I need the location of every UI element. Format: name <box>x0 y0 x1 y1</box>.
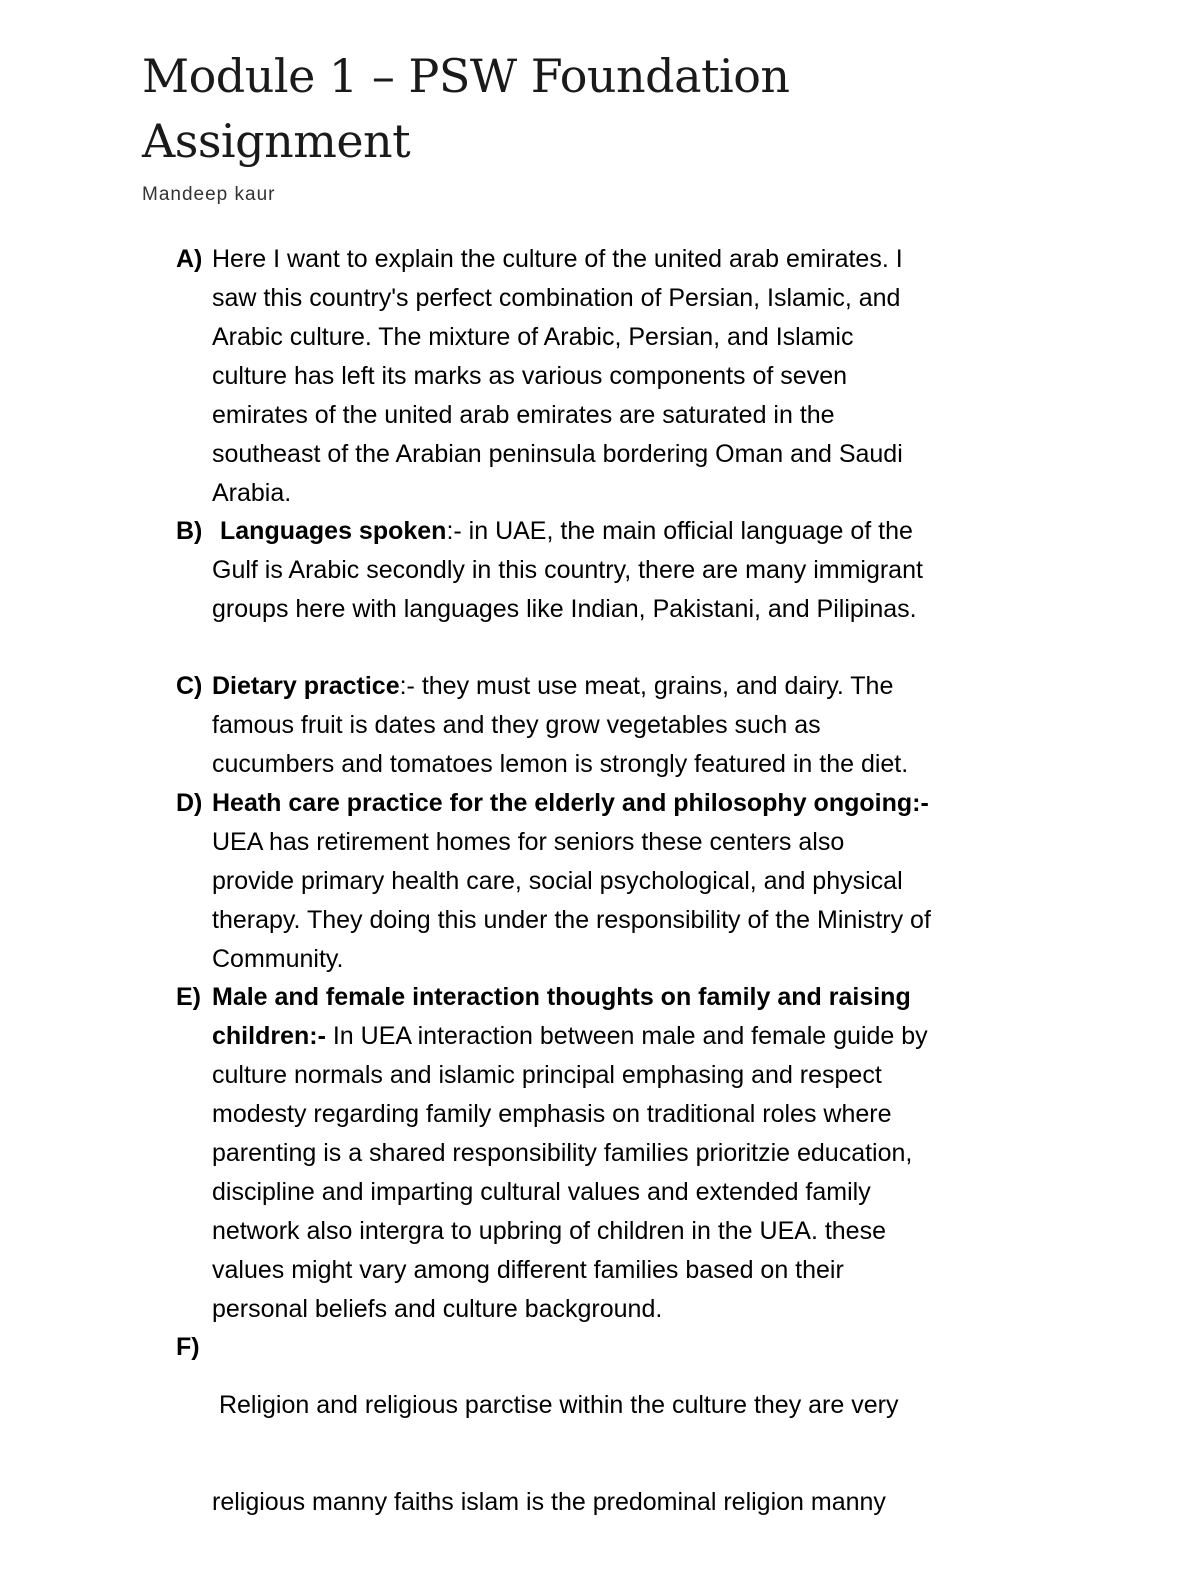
item-body <box>212 1328 898 1580</box>
body-line: Arabia. <box>212 479 292 507</box>
body-line: values might vary among different families based on their <box>212 1256 844 1284</box>
body-line <box>212 667 908 706</box>
body-line: modesty regarding family emphasis on traditional roles where <box>212 1100 892 1128</box>
body-line: culture has left its marks as various components of seven <box>212 362 848 390</box>
body-line: Gulf is Arabic secondly in this country, there are many immigrant <box>212 556 923 584</box>
item-marker: C) <box>176 672 203 700</box>
body-line: UEA has retirement homes for seniors these centers also <box>212 828 845 856</box>
body-line: religious manny faiths islam is the predominal religion manny <box>212 1488 886 1516</box>
item-body <box>212 784 931 979</box>
author-name: Mandeep kaur <box>142 184 276 205</box>
body-line: saw this country's perfect combination of Persian, Islamic, and <box>212 284 901 312</box>
item-marker: F) <box>176 1333 200 1361</box>
item-heading: Dietary practice <box>212 672 400 700</box>
item-marker: E) <box>176 983 201 1011</box>
document-title <box>142 44 902 174</box>
heading-rest: In UEA interaction between male and female guide by <box>325 1022 928 1050</box>
body-line: therapy. They doing this under the responsibility of the Ministry of <box>212 906 931 934</box>
body-line <box>212 1017 928 1056</box>
item-heading-continued: children:- <box>212 1022 326 1050</box>
item-marker: A) <box>176 245 203 273</box>
item-marker: B) <box>176 517 203 545</box>
item-heading: Languages spoken <box>220 517 447 545</box>
item-heading: Male and female interaction thoughts on family and raising <box>212 983 911 1011</box>
item-body <box>212 978 928 1329</box>
item-marker: D) <box>176 789 203 817</box>
body-line: parenting is a shared responsibility families prioritzie education, <box>212 1139 913 1167</box>
body-line: Here I want to explain the culture of the united arab emirates. I <box>212 245 903 273</box>
body-line: culture normals and islamic principal emphasing and respect <box>212 1061 882 1089</box>
item-body <box>212 240 903 513</box>
body-line: personal beliefs and culture background. <box>212 1295 663 1323</box>
heading-rest: :- they must use meat, grains, and dairy. The <box>399 672 894 700</box>
body-line: groups here with languages like Indian, Pakistani, and Pilipinas. <box>212 595 917 623</box>
body-line: emirates of the united arab emirates are saturated in the <box>212 401 835 429</box>
body-line: Religion and religious parctise within the culture they are very <box>212 1391 899 1419</box>
body-line <box>220 512 913 551</box>
body-line: discipline and imparting cultural values and extended family <box>212 1178 871 1206</box>
item-heading: Heath care practice for the elderly and philosophy ongoing:- <box>212 789 929 817</box>
body-line: network also intergra to upbring of children in the UEA. these <box>212 1217 886 1245</box>
body-line: Community. <box>212 945 344 973</box>
body-line: Arabic culture. The mixture of Arabic, Persian, and Islamic <box>212 323 854 351</box>
title-line-1: Module 1 – PSW Foundation <box>142 49 790 103</box>
body-line: provide primary health care, social psychological, and physical <box>212 867 903 895</box>
heading-rest: :- in UAE, the main official language of the <box>446 517 913 545</box>
item-body <box>220 512 913 551</box>
body-line: cucumbers and tomatoes lemon is strongly featured in the diet. <box>212 750 909 778</box>
body-line: southeast of the Arabian peninsula bordering Oman and Saudi <box>212 440 903 468</box>
item-body <box>212 667 908 784</box>
body-line: famous fruit is dates and they grow vegetables such as <box>212 711 821 739</box>
item-body-continued <box>212 551 923 629</box>
title-line-2: Assignment <box>142 114 411 168</box>
